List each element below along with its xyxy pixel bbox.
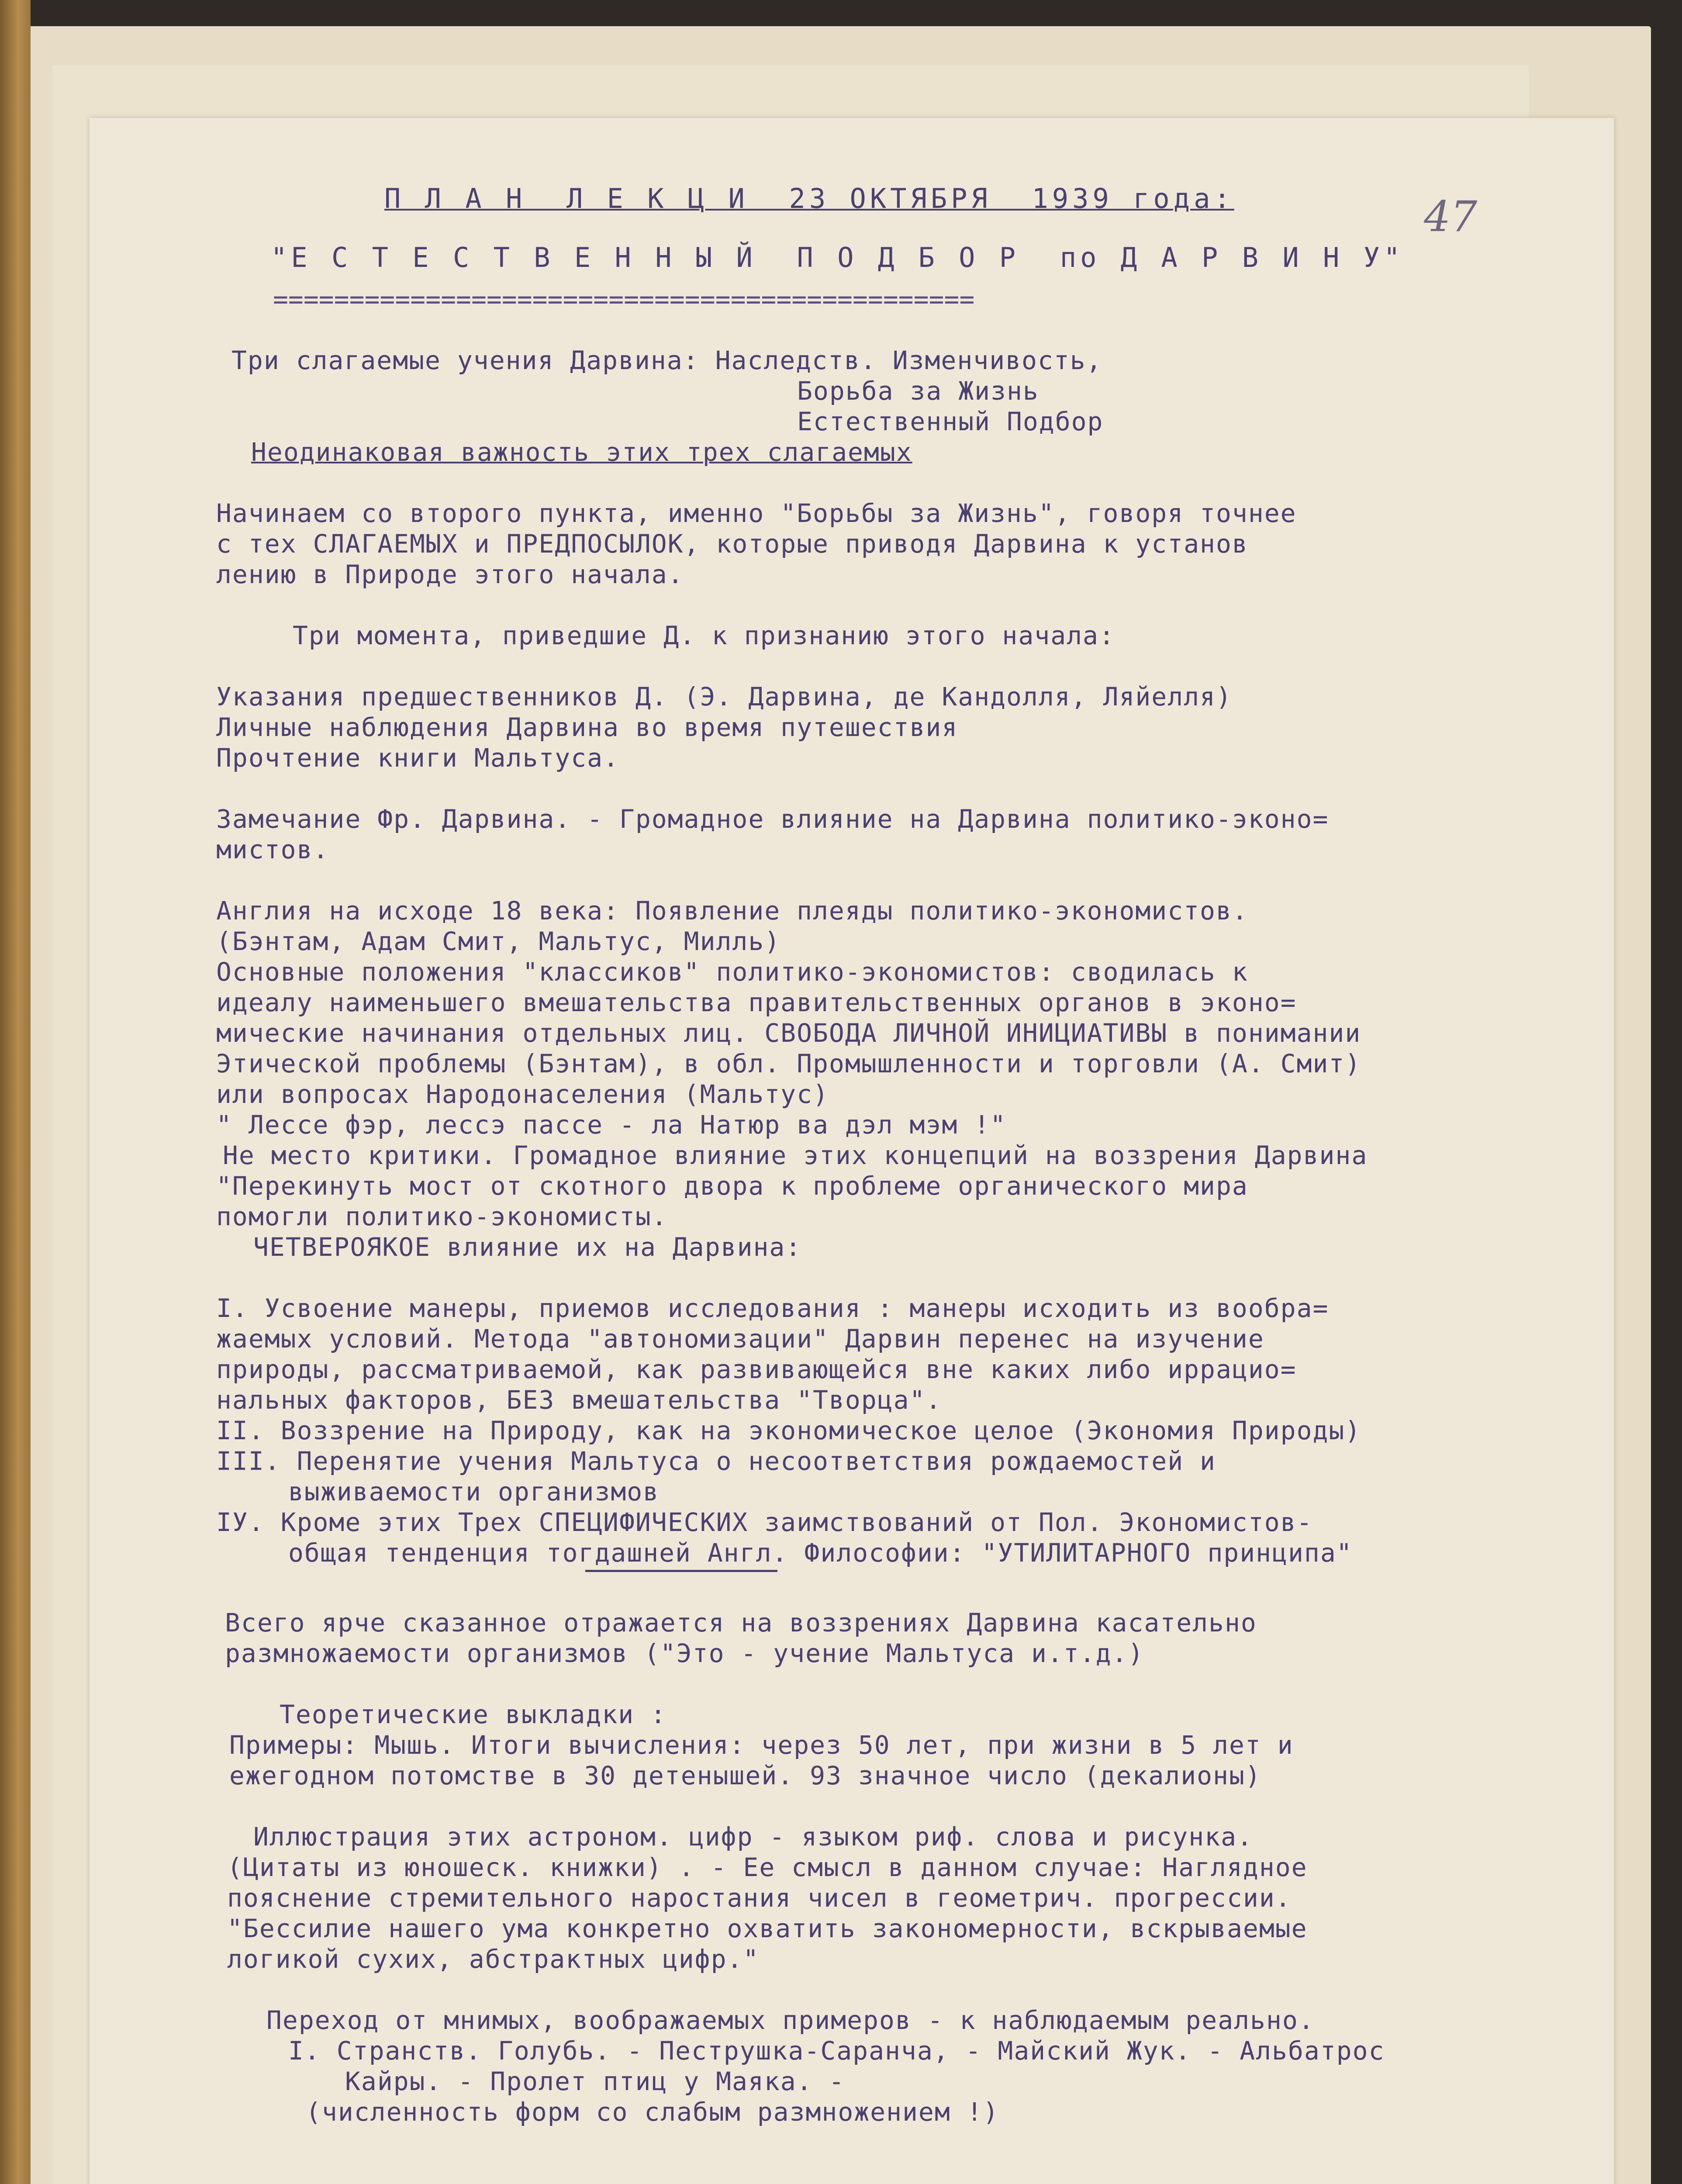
text-line: нальных факторов, БЕЗ вмешательства "Творца".: [216, 1385, 942, 1415]
text-line: Неодинаковая важность этих трех слагаемых: [251, 437, 912, 467]
text-line: Три слагаемые учения Дарвина: Наследств. Изменчивость,: [231, 346, 1102, 375]
text-line: с тех СЛАГАЕМЫХ и ПРЕДПОСЫЛОК, которые приводя Дарвина к установ: [216, 529, 1248, 559]
text-line: Личные наблюдения Дарвина во время путешествия: [216, 712, 958, 742]
text-line: мические начинания отдельных лиц. СВОБОДА ЛИЧНОЙ ИНИЦИАТИВЫ в понимании: [216, 1018, 1361, 1048]
text-line: Англия на исходе 18 века: Появление плеяды политико-экономистов.: [216, 896, 1248, 926]
text-line: Теоретические выкладки :: [280, 1700, 667, 1729]
text-line: I. Странств. Голубь. - Пеструшка-Саранча, - Майский Жук. - Альбатрос: [288, 2036, 1385, 2066]
text-line: природы, рассматриваемой, как развивающейся вне каких либо иррацио=: [216, 1355, 1297, 1384]
text-line: Кайры. - Пролет птиц у Маяка. -: [345, 2067, 845, 2096]
text-line: пояснение стремительного наростания чисел в геометрич. прогрессии.: [227, 1883, 1292, 1913]
text-line: II. Воззрение на Природу, как на экономическое целое (Экономия Природы): [216, 1416, 1361, 1445]
page-title: П Л А Н Л Е К Ц И 23 ОКТЯБРЯ 1939 года:: [384, 183, 1234, 214]
folder-binding: [0, 0, 31, 2184]
text-line: Примеры: Мышь. Итоги вычисления: через 50 лет, при жизни в 5 лет и: [229, 1730, 1294, 1760]
text-line: логикой сухих, абстрактных цифр.": [227, 1944, 760, 1974]
text-line: IУ. Кроме этих Трех СПЕЦИФИЧЕСКИХ заимствований от Пол. Экономистов-: [216, 1507, 1313, 1537]
text-line: Указания предшественников Д. (Э. Дарвина, де Кандолля, Ляйелля): [216, 682, 1232, 712]
text-line: Не место критики. Громадное влияние этих концепций на воззрения Дарвина: [223, 1140, 1368, 1170]
text-line: ежегодном потомстве в 30 детенышей. 93 значное число (декалионы): [229, 1761, 1261, 1790]
text-line: "Бессилие нашего ума конкретно охватить закономерности, вскрываемые: [227, 1914, 1308, 1943]
text-line: или вопросах Народонаселения (Мальтус): [216, 1079, 829, 1109]
text-line: ЧЕТВЕРОЯКОЕ влияние их на Дарвина:: [253, 1232, 802, 1262]
text-line: Иллюстрация этих астроном. цифр - языком риф. слова и рисунка.: [253, 1822, 1253, 1852]
double-rule: ==============================================: [273, 284, 975, 314]
text-line: (Бэнтам, Адам Смит, Мальтус, Милль): [216, 926, 781, 956]
text-line: Этической проблемы (Бэнтам), в обл. Промышленности и торговли (А. Смит): [216, 1049, 1361, 1078]
text-line: (Цитаты из юношеск. книжки) . - Ее смысл в данном случае: Наглядное: [227, 1852, 1308, 1882]
text-line: Естественный Подбор: [797, 407, 1104, 436]
text-line: помогли политико-экономисты.: [216, 1202, 668, 1231]
text-line: Начинаем со второго пункта, именно "Борьбы за Жизнь", говоря точнее: [216, 498, 1297, 528]
text-line: выживаемости организмов: [288, 1477, 660, 1507]
text-line: лению в Природе этого начала.: [216, 560, 684, 589]
page-subtitle: "Е С Т Е С Т В Е Н Н Ы Й П О Д Б О Р по Д А Р В И Н У": [271, 242, 1404, 273]
text-line: "Перекинуть мост от скотного двора к проблеме органического мира: [216, 1171, 1248, 1201]
text-line: Прочтение книги Мальтуса.: [216, 743, 619, 773]
text-line: общая тенденция тогдашней Англ. Философии: "УТИЛИТАРНОГО принципа": [288, 1538, 1353, 1568]
text-line: Замечание Фр. Дарвина. - Громадное влияние на Дарвина политико-эконо=: [216, 804, 1329, 834]
text-line: III. Перенятие учения Мальтуса о несоответствия рождаемостей и: [216, 1446, 1216, 1476]
text-line: (численность форм со слабым размножением !): [306, 2097, 999, 2127]
text-line: Борьба за Жизнь: [797, 376, 1039, 406]
text-line: " Лессе фэр, лессэ пассе - ла Натюр ва дэл мэм !": [216, 1110, 1007, 1140]
text-line: Всего ярче сказанное отражается на воззрениях Дарвина касательно: [225, 1608, 1257, 1638]
text-line: Три момента, приведшие Д. к признанию этого начала:: [293, 621, 1115, 650]
text-line: Основные положения "классиков" политико-экономистов: сводилась к: [216, 957, 1248, 987]
text-line: идеалу наименьшего вмешательства правительственных органов в эконо=: [216, 988, 1297, 1017]
folio-number: 47: [1424, 192, 1478, 241]
text-line: мистов.: [216, 835, 329, 864]
text-line: Переход от мнимых, воображаемых примеров - к наблюдаемым реально.: [266, 2005, 1315, 2035]
section-divider: [585, 1570, 777, 1572]
text-line: жаемых условий. Метода "автономизации" Дарвин перенес на изучение: [216, 1324, 1264, 1354]
text-line: размножаемости организмов ("Это - учение Мальтуса и.т.д.): [225, 1638, 1144, 1668]
text-line: I. Усвоение манеры, приемов исследования : манеры исходить из вообра=: [216, 1293, 1329, 1323]
